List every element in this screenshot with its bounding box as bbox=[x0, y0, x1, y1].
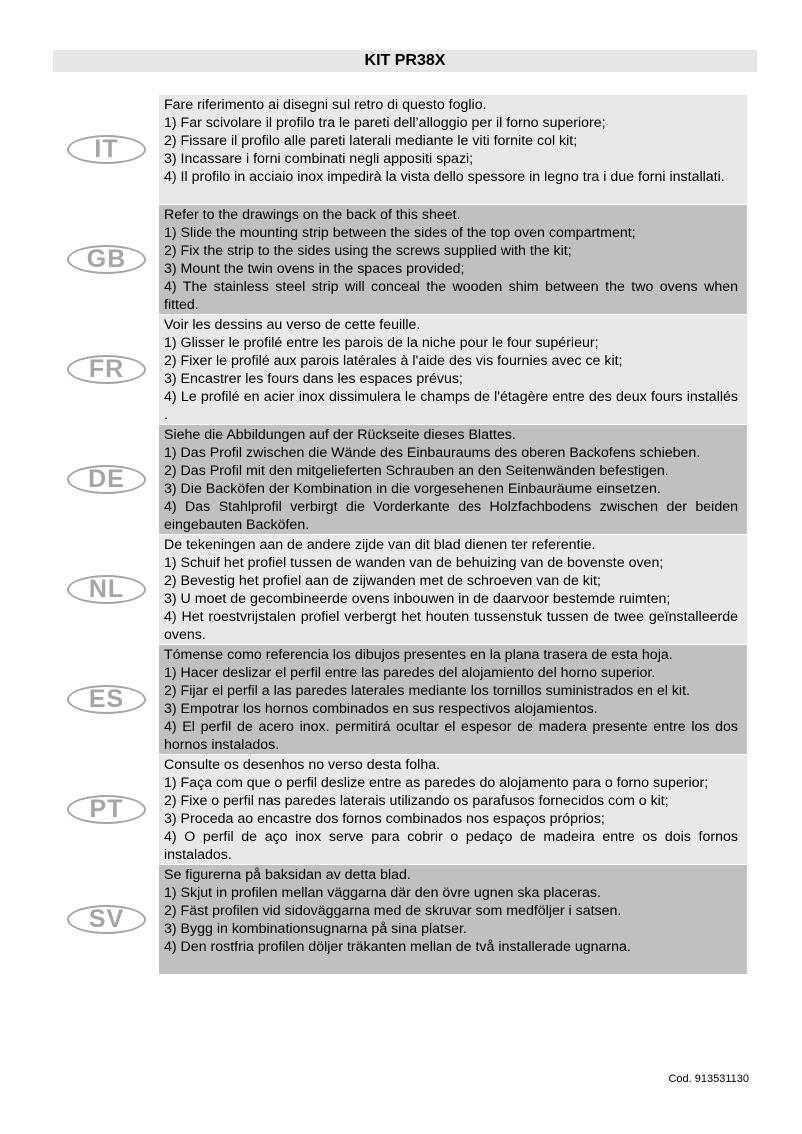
step-4: 4) El perfil de acero inox. permitirá ocultar el espesor de madera presente entre los dos hornos instalados. bbox=[164, 719, 738, 753]
step-3: 3) Empotrar los hornos combinados en sus respectivos alojamientos. bbox=[164, 701, 598, 717]
intro-text: Se figurerna på baksidan av detta blad. bbox=[164, 867, 411, 883]
step-1: 1) Glisser le profilé entre les parois de la niche pour le four supérieur; bbox=[164, 335, 599, 351]
instructions-sv bbox=[159, 865, 747, 974]
step-2: 2) Das Profil mit den mitgelieferten Schrauben an den Seitenwänden befestigen. bbox=[164, 463, 669, 479]
language-badge-es: ES bbox=[67, 685, 146, 714]
instruction-sections bbox=[0, 95, 802, 974]
step-3: 3) Proceda ao encastre dos fornos combinados nos espaços próprios; bbox=[164, 811, 605, 827]
step-4: 4) Het roestvrijstalen profiel verbergt het houten tussenstuk tussen de twee geïnstalleerde ovens. bbox=[164, 609, 738, 643]
section-de bbox=[0, 425, 802, 534]
page-title: KIT PR38X bbox=[53, 50, 757, 72]
step-4: 4) Le profilé en acier inox dissimulera le champs de l'étagère entre des deux fours installés . bbox=[164, 389, 738, 423]
step-1: 1) Far scivolare il profilo tra le pareti dell’alloggio per il forno superiore; bbox=[164, 115, 606, 131]
document-code: Cod. 913531130 bbox=[668, 1073, 749, 1085]
intro-text: De tekeningen aan de andere zijde van dit blad dienen ter referentie. bbox=[164, 537, 596, 553]
section-es bbox=[0, 645, 802, 754]
intro-text: Fare riferimento ai disegni sul retro di questo foglio. bbox=[164, 97, 487, 113]
step-3: 3) Die Backöfen der Kombination in die vorgesehenen Einbauräume einsetzen. bbox=[164, 481, 661, 497]
instructions-gb bbox=[159, 205, 747, 314]
intro-text: Consulte os desenhos no verso desta folha. bbox=[164, 757, 441, 773]
step-3: 3) Incassare i forni combinati negli appositi spazi; bbox=[164, 151, 474, 167]
step-2: 2) Fix the strip to the sides using the screws supplied with the kit; bbox=[164, 243, 572, 259]
instructions-nl bbox=[159, 535, 747, 644]
section-pt bbox=[0, 755, 802, 864]
step-3: 3) Mount the twin ovens in the spaces provided; bbox=[164, 261, 465, 277]
step-2: 2) Fixe o perfil nas paredes laterais utilizando os parafusos fornecidos com o kit; bbox=[164, 793, 669, 809]
language-badge-nl: NL bbox=[67, 575, 146, 604]
intro-text: Refer to the drawings on the back of this sheet. bbox=[164, 207, 461, 223]
intro-text: Tómense como referencia los dibujos presentes en la plana trasera de esta hoja. bbox=[164, 647, 673, 663]
step-2: 2) Fijar el perfil a las paredes laterales mediante los tornillos suministrados en el kit. bbox=[164, 683, 690, 699]
intro-text: Voir les dessins au verso de cette feuille. bbox=[164, 317, 421, 333]
step-3: 3) U moet de gecombineerde ovens inbouwen in de daarvoor bestemde ruimten; bbox=[164, 591, 671, 607]
step-1: 1) Slide the mounting strip between the sides of the top oven compartment; bbox=[164, 225, 636, 241]
instructions-fr bbox=[159, 315, 747, 424]
step-4: 4) O perfil de aço inox serve para cobrir o pedaço de madeira entre os dois fornos instalados. bbox=[164, 829, 738, 863]
section-gb bbox=[0, 205, 802, 314]
step-3: 3) Encastrer les fours dans les espaces prévus; bbox=[164, 371, 463, 387]
intro-text: Siehe die Abbildungen auf der Rückseite dieses Blattes. bbox=[164, 427, 516, 443]
step-4: 4) Il profilo in acciaio inox impedirà la vista dello spessore in legno tra i due forni installati. bbox=[164, 169, 725, 185]
section-nl bbox=[0, 535, 802, 644]
section-fr bbox=[0, 315, 802, 424]
step-3: 3) Bygg in kombinationsugnarna på sina platser. bbox=[164, 921, 467, 937]
section-it bbox=[0, 95, 802, 204]
step-2: 2) Bevestig het profiel aan de zijwanden met de schroeven van de kit; bbox=[164, 573, 601, 589]
step-1: 1) Faça com que o perfil deslize entre as paredes do alojamento para o forno superior; bbox=[164, 775, 709, 791]
instructions-es bbox=[159, 645, 747, 754]
step-2: 2) Fissare il profilo alle pareti laterali mediante le viti fornite col kit; bbox=[164, 133, 578, 149]
language-badge-it: IT bbox=[67, 135, 146, 164]
language-badge-pt: PT bbox=[67, 795, 146, 824]
section-sv bbox=[0, 865, 802, 974]
step-1: 1) Schuif het profiel tussen de wanden van de behuizing van de bovenste oven; bbox=[164, 555, 664, 571]
step-1: 1) Skjut in profilen mellan väggarna där den övre ugnen ska placeras. bbox=[164, 885, 601, 901]
instructions-de bbox=[159, 425, 747, 534]
step-4: 4) Den rostfria profilen döljer träkanten mellan de två installerade ugnarna. bbox=[164, 939, 631, 955]
step-4: 4) The stainless steel strip will conceal the wooden shim between the two ovens when fitted. bbox=[164, 279, 738, 313]
instructions-pt bbox=[159, 755, 747, 864]
step-4: 4) Das Stahlprofil verbirgt die Vorderkante des Holzfachbodens zwischen der beiden eingebauten Backöfen. bbox=[164, 499, 738, 533]
instructions-it bbox=[159, 95, 747, 204]
step-1: 1) Hacer deslizar el perfil entre las paredes del alojamiento del horno superior. bbox=[164, 665, 656, 681]
language-badge-gb: GB bbox=[67, 245, 146, 274]
language-badge-sv: SV bbox=[67, 905, 146, 934]
step-1: 1) Das Profil zwischen die Wände des Einbauraums des oberen Backofens schieben. bbox=[164, 445, 701, 461]
language-badge-fr: FR bbox=[67, 355, 146, 384]
language-badge-de: DE bbox=[67, 465, 146, 494]
step-2: 2) Fäst profilen vid sidoväggarna med de skruvar som medföljer i satsen. bbox=[164, 903, 622, 919]
step-2: 2) Fixer le profilé aux parois latérales à l'aide des vis fournies avec ce kit; bbox=[164, 353, 623, 369]
